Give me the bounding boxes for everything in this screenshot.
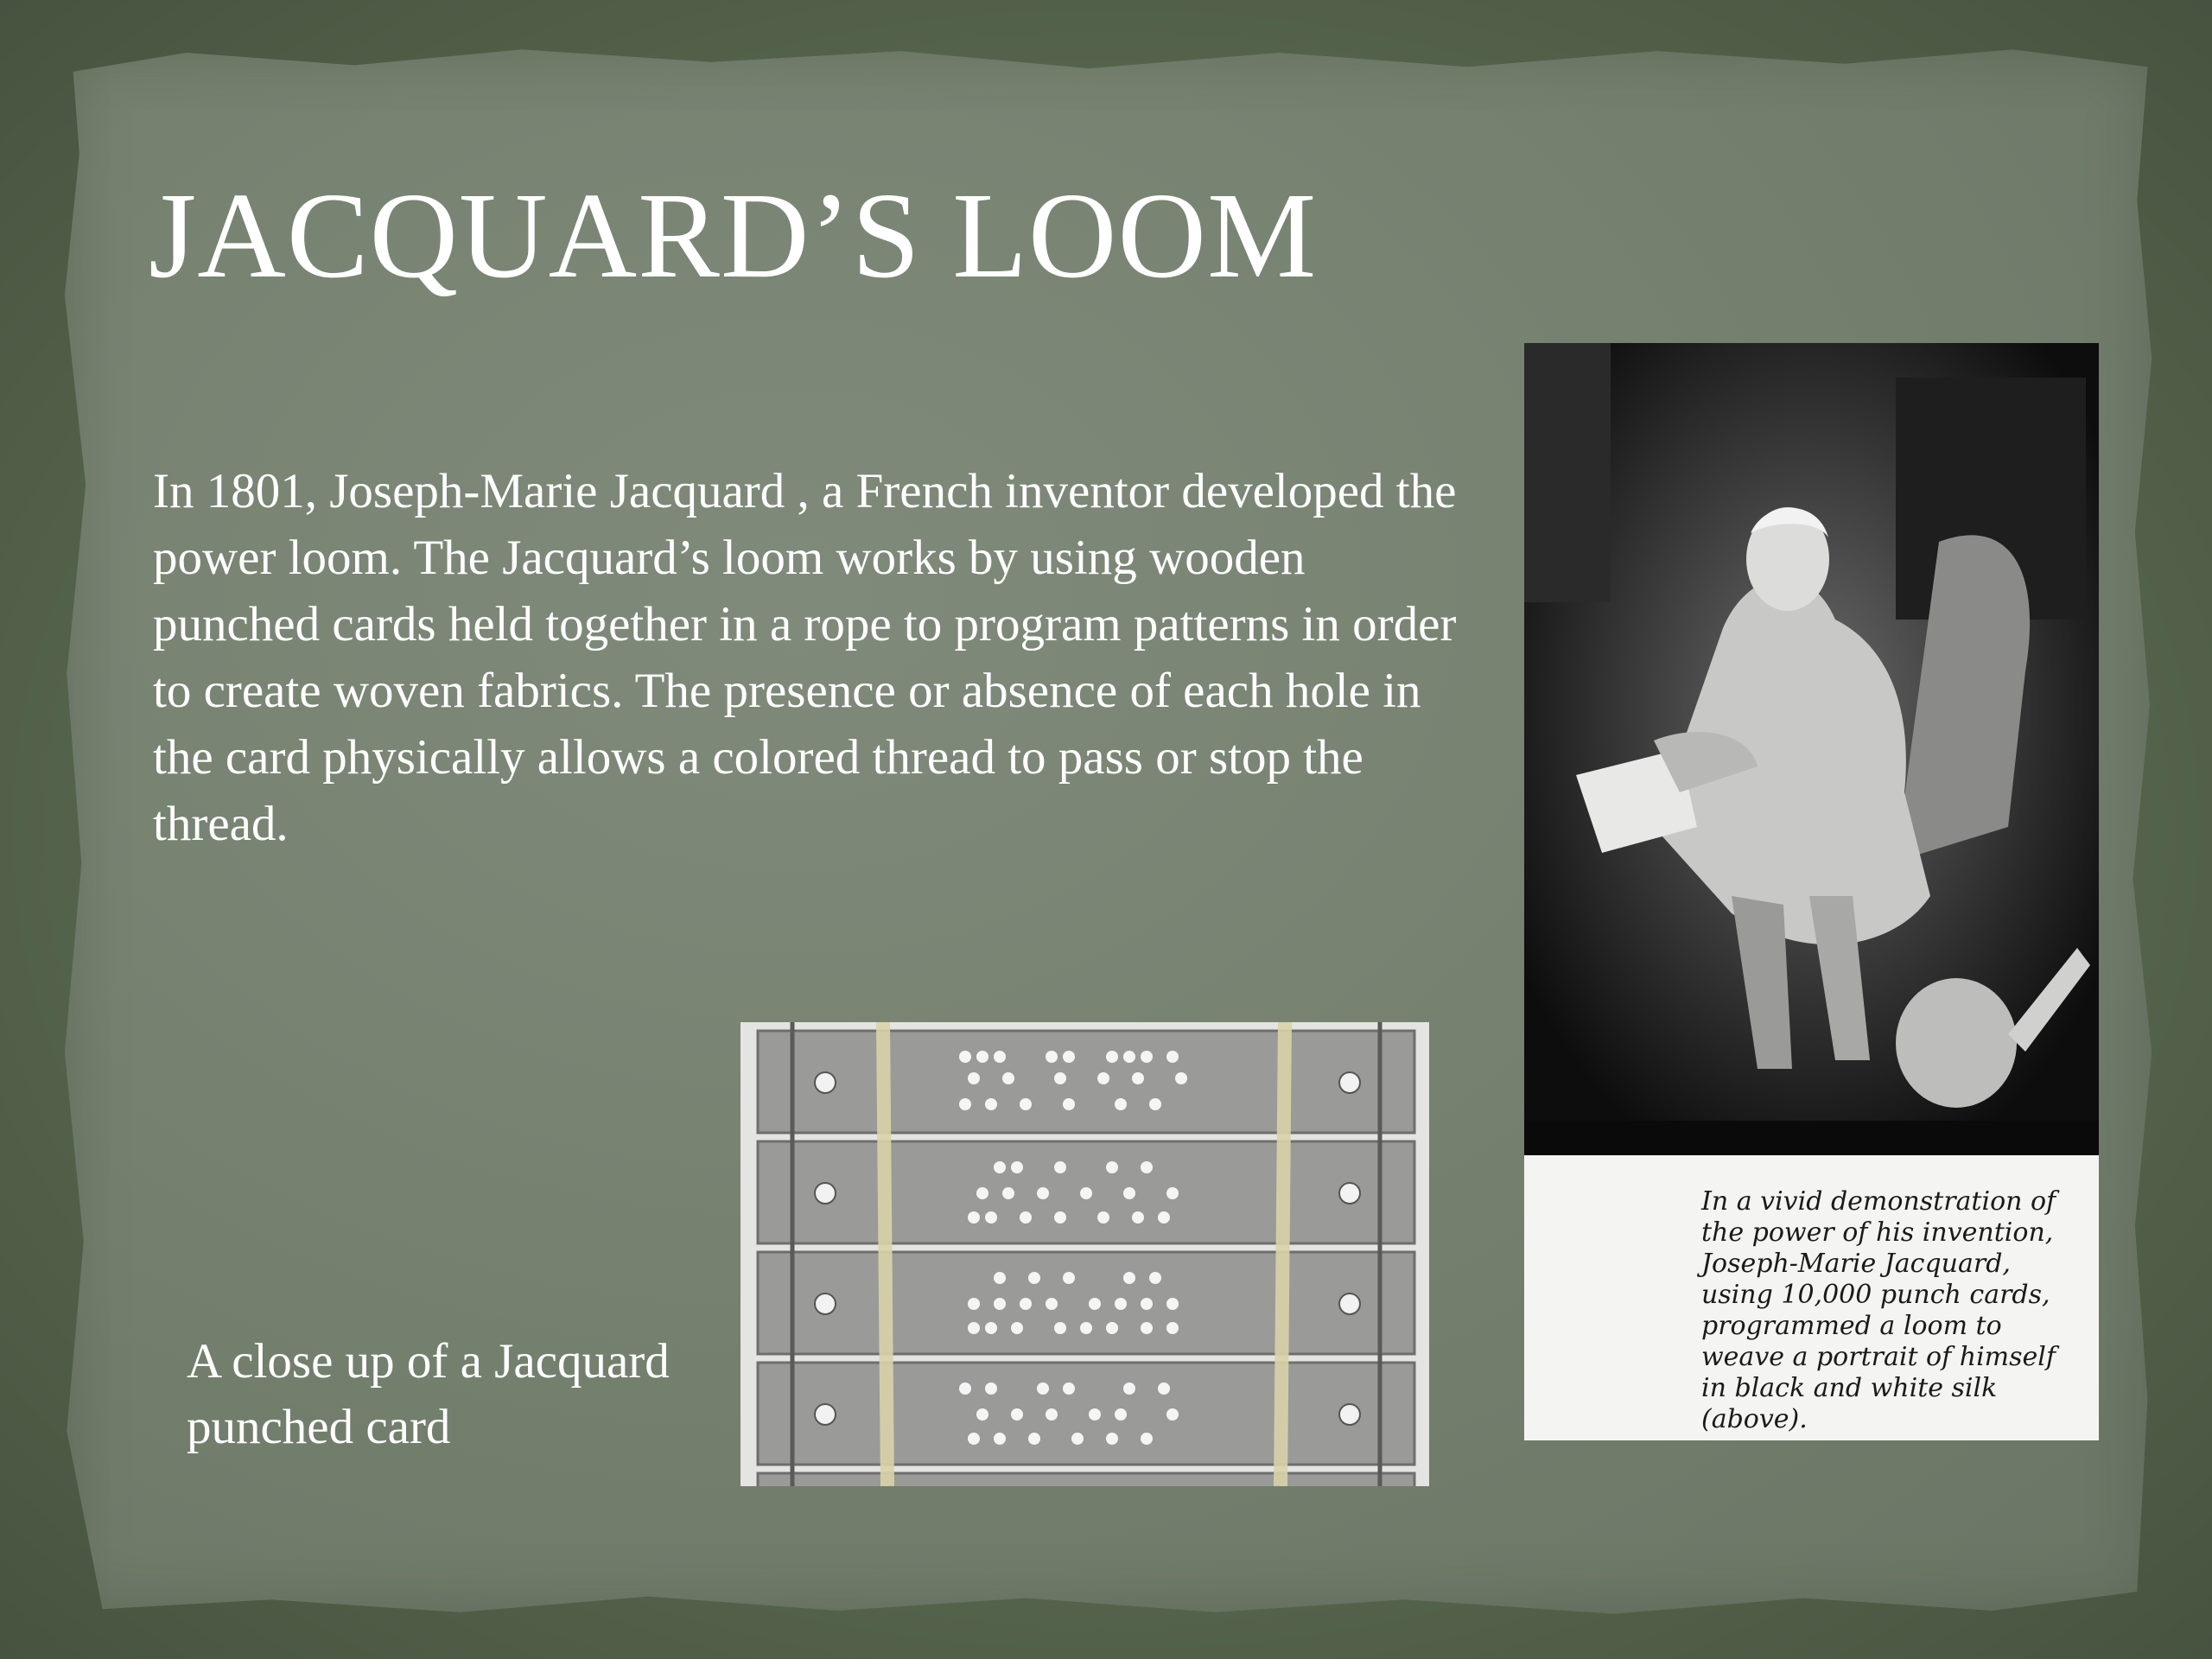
jacquard-portrait-photo	[1524, 343, 2099, 1440]
portrait-caption-text: In a vivid demonstration of the power of his invention, Joseph-Marie Jacquard, using 10,000 punch cards, programmed a loom to weave a portrait of himself in black and white silk (above).	[1701, 1186, 2056, 1434]
woven-portrait-image	[1524, 343, 2099, 1155]
portrait-caption-box	[1524, 1155, 2099, 1440]
slide-body-text: In 1801, Joseph-Marie Jacquard , a French inventor developed the power loom. The Jacquard’s loom works by using wooden punched cards held together in a rope to program patterns in order to create woven fabrics. The presence or absence of each hole in the card physically allows a colored thread to pass or stop the thread.	[153, 464, 1457, 851]
slide-title: JACQUARD’S LOOM	[149, 167, 1318, 303]
punched-card-photo	[741, 1022, 1429, 1486]
punched-card-caption: A close up of a Jacquard punched card	[187, 1334, 670, 1454]
